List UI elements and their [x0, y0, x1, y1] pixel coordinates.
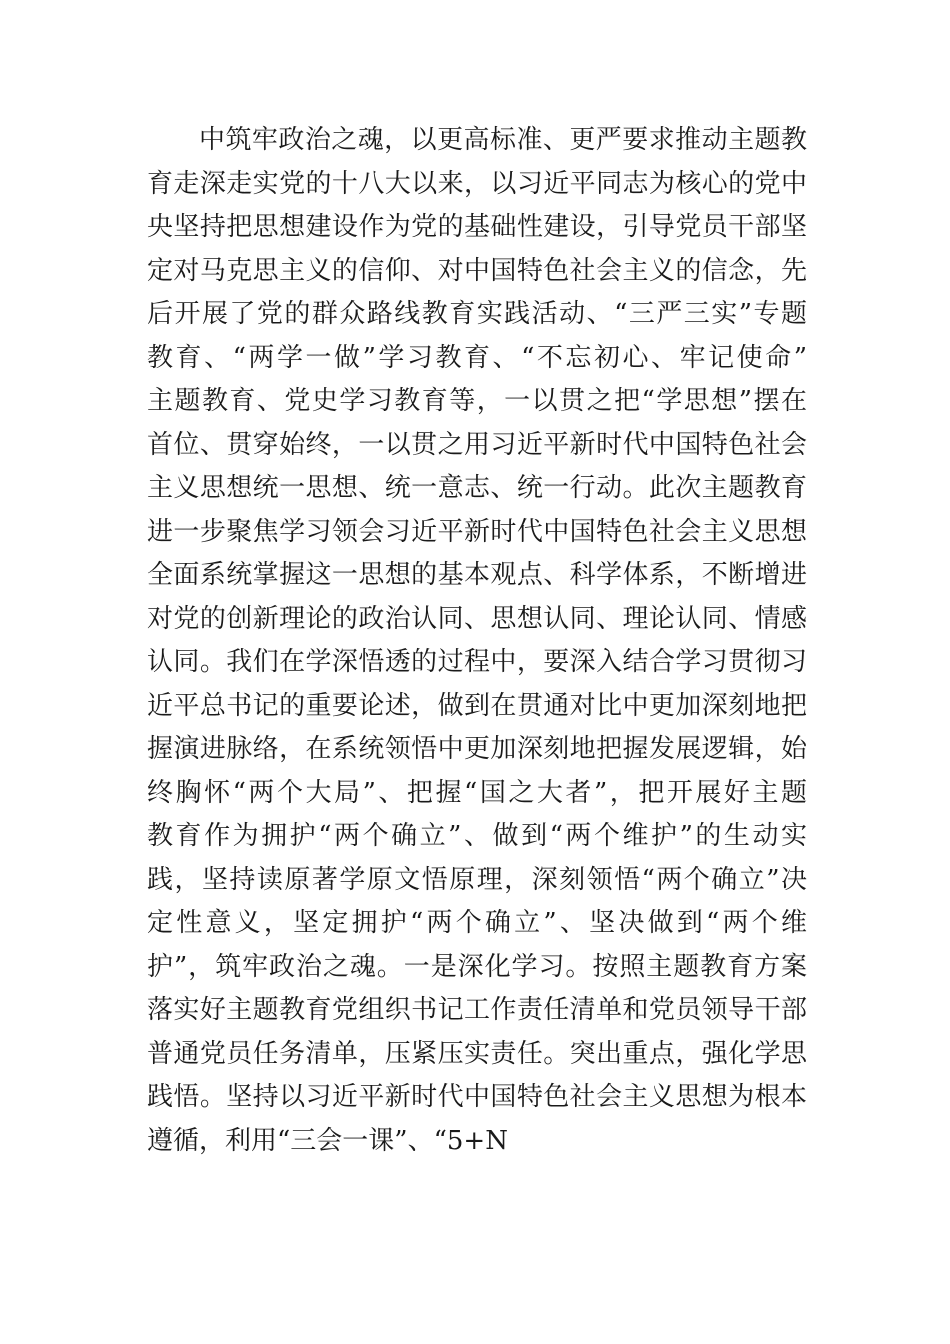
paragraph-line: 握演进脉络，在系统领悟中更加深刻地把握发展逻辑，始 — [147, 734, 807, 764]
paragraph-line: 践，坚持读原著学原文悟原理，深刻领悟“两个确立”决 — [147, 864, 807, 895]
paragraph-line: 践悟。坚持以习近平新时代中国特色社会主义思想为根本 — [147, 1082, 807, 1112]
paragraph-line: 普通党员任务清单，压紧压实责任。突出重点，强化学思 — [147, 1038, 807, 1069]
paragraph-line: 全面系统掌握这一思想的基本观点、科学体系，不断增进 — [147, 560, 807, 590]
paragraph-line: 近平总书记的重要论述，做到在贯通对比中更加深刻地把 — [147, 690, 807, 721]
paragraph-line: 认同。我们在学深悟透的过程中，要深入结合学习贯彻习 — [147, 647, 807, 677]
paragraph-line: 主题教育、党史学习教育等，一以贯之把“学思想”摆在 — [147, 386, 807, 416]
paragraph-line: 主义思想统一思想、统一意志、统一行动。此次主题教育 — [147, 473, 807, 503]
paragraph-line: 教育作为拥护“两个确立”、做到“两个维护”的生动实 — [147, 821, 807, 851]
paragraph-line: 首位、贯穿始终，一以贯之用习近平新时代中国特色社会 — [147, 429, 807, 460]
paragraph-line: 央坚持把思想建设作为党的基础性建设，引导党员干部坚 — [147, 212, 807, 242]
paragraph-line: 后开展了党的群众路线教育实践活动、“三严三实”专题 — [147, 299, 807, 329]
paragraph-line: 终胸怀“两个大局”、把握“国之大者”，把开展好主题 — [147, 777, 807, 808]
paragraph-line: 遵循，利用“三会一课”、“5+N — [147, 1125, 508, 1156]
paragraph-line: 护”，筑牢政治之魂。一是深化学习。按照主题教育方案 — [147, 951, 807, 982]
paragraph-line: 育走深走实党的十八大以来，以习近平同志为核心的党中 — [147, 168, 807, 199]
body-paragraph — [147, 119, 807, 1163]
paragraph-line: 教育、“两学一做”学习教育、“不忘初心、牢记使命” — [147, 342, 807, 373]
paragraph-line: 对党的创新理论的政治认同、思想认同、理论认同、情感 — [147, 603, 807, 634]
paragraph-line: 定性意义，坚定拥护“两个确立”、坚决做到“两个维 — [147, 908, 807, 938]
paragraph-line: 落实好主题教育党组织书记工作责任清单和党员领导干部 — [147, 995, 807, 1025]
paragraph-line: 进一步聚焦学习领会习近平新时代中国特色社会主义思想 — [147, 516, 807, 547]
paragraph-line: 中筑牢政治之魂，以更高标准、更严要求推动主题教 — [199, 125, 807, 155]
paragraph-line: 定对马克思主义的信仰、对中国特色社会主义的信念，先 — [147, 255, 807, 286]
